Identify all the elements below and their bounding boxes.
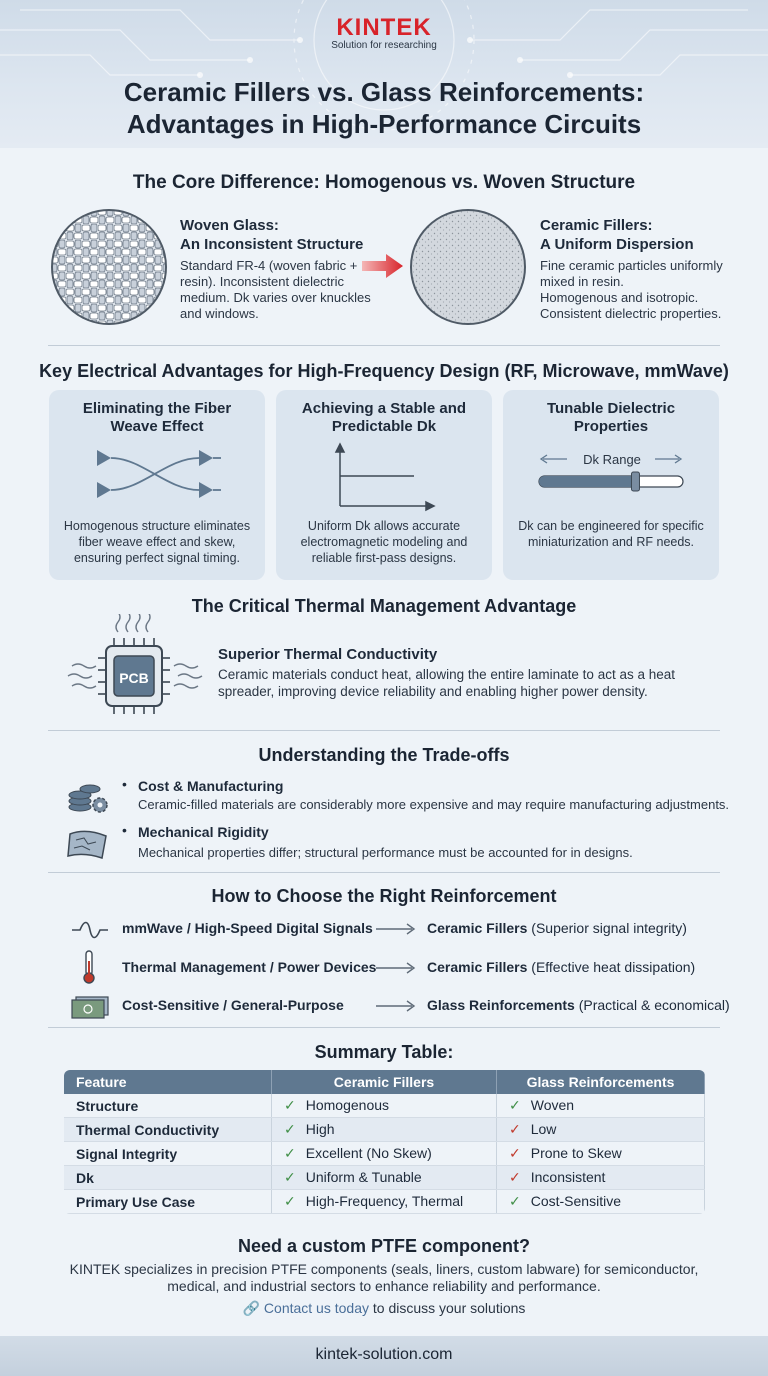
choose-row — [0, 914, 768, 944]
card-desc-line: Homogenous structure eliminates — [63, 519, 251, 533]
contact-rest: to discuss your solutions — [372, 1300, 526, 1316]
table-row — [64, 1094, 705, 1118]
summary-title: Summary Table: — [314, 1042, 454, 1062]
thermal-section-title: The Critical Thermal Management Advantage — [191, 596, 577, 616]
table-row — [64, 1118, 705, 1142]
ceramic-value: Excellent (No Skew) — [305, 1145, 432, 1161]
card-title — [276, 400, 492, 436]
arrow-left-icon — [539, 452, 569, 466]
glass-value: Low — [530, 1121, 557, 1137]
fiber-weave-icon — [87, 442, 227, 506]
check-red-icon: ✓ — [509, 1121, 521, 1137]
card-desc — [509, 518, 713, 550]
card-desc-line: miniaturization and RF needs. — [527, 535, 695, 549]
check-red-icon: ✓ — [509, 1145, 521, 1161]
card-desc-line: Dk can be engineered for specific — [518, 519, 704, 533]
thermometer-icon — [80, 949, 98, 985]
arrow-right-icon — [374, 999, 416, 1013]
woven-desc-line: resin). Inconsistent dielectric — [180, 274, 345, 289]
card-desc — [282, 518, 486, 566]
table-cell-ceramic — [272, 1190, 497, 1214]
cta-contact — [0, 1300, 768, 1317]
table-header-row — [64, 1070, 705, 1094]
check-icon: ✓ — [284, 1193, 296, 1209]
ceramic-value: Uniform & Tunable — [305, 1169, 422, 1185]
ceramic-fillers-block — [540, 216, 760, 322]
check-red-icon: ✓ — [509, 1169, 521, 1185]
glass-value: Woven — [530, 1097, 575, 1113]
choose-result — [427, 920, 687, 936]
footer — [0, 1336, 768, 1376]
summary-table — [64, 1070, 705, 1214]
check-icon: ✓ — [284, 1145, 296, 1161]
cash-icon — [70, 995, 110, 1019]
card-title-line: Achieving a Stable and — [301, 400, 467, 417]
card-desc — [55, 518, 259, 566]
card-tunable-dk — [503, 390, 719, 580]
choose-label: Cost-Sensitive / General-Purpose — [122, 997, 344, 1013]
glass-value: Cost-Sensitive — [530, 1193, 621, 1209]
table-cell-ceramic — [272, 1166, 497, 1190]
divider — [48, 872, 720, 873]
card-fiber-weave — [49, 390, 265, 580]
card-title-line: Predictable Dk — [331, 418, 437, 435]
table-cell-ceramic — [272, 1142, 497, 1166]
dk-graph-icon — [334, 442, 438, 512]
divider — [48, 730, 720, 731]
table-cell-feature — [64, 1118, 272, 1142]
check-icon: ✓ — [509, 1097, 521, 1113]
choose-row — [0, 953, 768, 983]
feature-label: Dk — [76, 1169, 94, 1186]
table-row — [64, 1142, 705, 1166]
choose-result — [427, 959, 695, 975]
table-cell-feature — [64, 1094, 272, 1118]
brand-tagline: Solution for researching — [331, 40, 437, 51]
choose-result-note: (Superior signal integrity) — [531, 920, 687, 936]
page-title — [0, 76, 768, 140]
card-desc-line: reliable first-pass designs. — [311, 551, 457, 565]
coins-gear-icon — [66, 781, 112, 815]
footer-site-link[interactable]: kintek-solution.com — [315, 1346, 453, 1363]
arrow-right-icon — [374, 961, 416, 975]
tradeoff-desc: Ceramic-filled materials are considerably more expensive and may require manufacturing adjustments. — [138, 797, 730, 812]
card-title-line: Weave Effect — [110, 418, 204, 435]
page-title-line1: Ceramic Fillers vs. Glass Reinforcements: — [123, 77, 645, 107]
table-cell-ceramic — [272, 1118, 497, 1142]
choose-result-name: Ceramic Fillers — [427, 920, 528, 936]
choose-result-note: (Effective heat dissipation) — [531, 959, 696, 975]
bullet-icon: • — [122, 822, 127, 838]
cta-desc-line: medical, and industrial sectors to enhance reliability and performance. — [167, 1278, 601, 1294]
table-cell-glass — [497, 1094, 705, 1118]
table-cell-glass — [497, 1166, 705, 1190]
header-banner — [0, 0, 768, 148]
card-title — [49, 400, 265, 436]
divider — [48, 1027, 720, 1028]
contact-link[interactable]: Contact us today — [263, 1300, 369, 1316]
thermal-block — [218, 646, 758, 700]
table-cell-feature — [64, 1190, 272, 1214]
woven-desc-line: Standard FR-4 (woven fabric + — [180, 258, 358, 273]
choose-result-name: Ceramic Fillers — [427, 959, 528, 975]
feature-label: Thermal Conductivity — [76, 1121, 220, 1138]
tradeoff-title: Mechanical Rigidity — [138, 824, 269, 840]
table-header-cell: Glass Reinforcements — [497, 1070, 705, 1094]
page-title-line2: Advantages in High-Performance Circuits — [126, 109, 642, 139]
table-cell-glass — [497, 1190, 705, 1214]
thermal-desc-line: spreader, improving device reliability and enabling higher power density. — [218, 684, 648, 699]
woven-glass-block — [180, 216, 380, 322]
choose-row — [0, 991, 768, 1021]
card-desc-line: fiber weave effect and skew, — [78, 535, 236, 549]
card-title-line: Properties — [573, 418, 649, 435]
woven-desc-line: and windows. — [180, 306, 259, 321]
warped-board-icon — [66, 826, 112, 862]
wave-icon — [70, 918, 110, 942]
arrow-right-icon — [362, 253, 404, 279]
ceramic-desc-line: Homogenous and isotropic. — [540, 290, 699, 305]
card-title-line: Tunable Dielectric — [546, 400, 676, 417]
card-desc-line: ensuring perfect signal timing. — [73, 551, 241, 565]
tradeoff-title: Cost & Manufacturing — [138, 778, 284, 794]
dk-range-label: Dk Range — [583, 452, 641, 467]
table-row — [64, 1166, 705, 1190]
table-cell-feature — [64, 1166, 272, 1190]
woven-glass-subtitle: An Inconsistent Structure — [180, 236, 364, 253]
bullet-icon: • — [122, 776, 127, 792]
check-icon: ✓ — [509, 1193, 521, 1209]
choose-section-title: How to Choose the Right Reinforcement — [211, 886, 557, 906]
feature-label: Signal Integrity — [76, 1145, 178, 1162]
ceramic-dispersion-icon — [409, 208, 527, 326]
ceramic-value: Homogenous — [305, 1097, 390, 1113]
cta-desc-line: KINTEK specializes in precision PTFE components (seals, liners, custom labware) for semiconductor, — [69, 1261, 699, 1277]
arrow-right-small-icon — [653, 452, 683, 466]
choose-result-note: (Practical & economical) — [578, 997, 730, 1013]
choose-result — [427, 997, 730, 1013]
table-cell-glass — [497, 1118, 705, 1142]
tradeoffs-section-title: Understanding the Trade-offs — [258, 745, 510, 765]
glass-value: Inconsistent — [530, 1169, 606, 1185]
card-desc-line: electromagnetic modeling and — [300, 535, 468, 549]
link-icon: 🔗 — [242, 1300, 261, 1316]
woven-glass-icon — [50, 208, 168, 326]
core-section-title: The Core Difference: Homogenous vs. Woven Structure — [132, 172, 636, 193]
feature-label: Structure — [76, 1097, 139, 1114]
ceramic-desc-line: Fine ceramic particles uniformly — [540, 258, 723, 273]
cta-desc — [0, 1261, 768, 1295]
card-title — [503, 400, 719, 436]
table-cell-ceramic — [272, 1094, 497, 1118]
check-icon: ✓ — [284, 1121, 296, 1137]
table-cell-glass — [497, 1142, 705, 1166]
table-cell-feature — [64, 1142, 272, 1166]
thermal-desc-line: Ceramic materials conduct heat, allowing the entire laminate to act as a heat — [218, 667, 675, 682]
ceramic-desc-line: mixed in resin. — [540, 274, 624, 289]
table-header-cell: Ceramic Fillers — [272, 1070, 497, 1094]
card-title-line: Eliminating the Fiber — [82, 400, 232, 417]
arrow-right-icon — [374, 922, 416, 936]
choose-result-name: Glass Reinforcements — [427, 997, 575, 1013]
glass-value: Prone to Skew — [530, 1145, 622, 1161]
check-icon: ✓ — [284, 1169, 296, 1185]
ceramic-title: Ceramic Fillers: — [540, 217, 653, 234]
cta-title: Need a custom PTFE component? — [237, 1236, 531, 1256]
electrical-section-title: Key Electrical Advantages for High-Frequency Design (RF, Microwave, mmWave) — [39, 361, 729, 381]
table-header-cell: Feature — [64, 1070, 272, 1094]
choose-label: Thermal Management / Power Devices — [122, 959, 377, 975]
woven-desc-line: medium. Dk varies over knuckles — [180, 290, 371, 305]
brand-name: KINTEK — [336, 14, 432, 41]
dk-slider-icon — [537, 470, 687, 494]
ceramic-desc-line: Consistent dielectric properties. — [540, 306, 722, 321]
thermal-subtitle: Superior Thermal Conductivity — [218, 646, 438, 663]
divider — [48, 345, 720, 346]
check-icon: ✓ — [284, 1097, 296, 1113]
table-row — [64, 1190, 705, 1214]
card-desc-line: Uniform Dk allows accurate — [307, 519, 461, 533]
tradeoff-desc: Mechanical properties differ; structural performance must be accounted for in designs. — [138, 845, 633, 860]
woven-glass-title: Woven Glass: — [180, 217, 279, 234]
pcb-chip-icon — [66, 614, 206, 720]
brand-logo — [0, 14, 768, 51]
ceramic-subtitle: A Uniform Dispersion — [540, 236, 694, 253]
choose-label: mmWave / High-Speed Digital Signals — [122, 920, 373, 936]
pcb-chip-label: PCB — [119, 670, 149, 686]
feature-label: Primary Use Case — [76, 1193, 196, 1210]
card-stable-dk — [276, 390, 492, 580]
ceramic-value: High-Frequency, Thermal — [305, 1193, 464, 1209]
ceramic-value: High — [305, 1121, 335, 1137]
